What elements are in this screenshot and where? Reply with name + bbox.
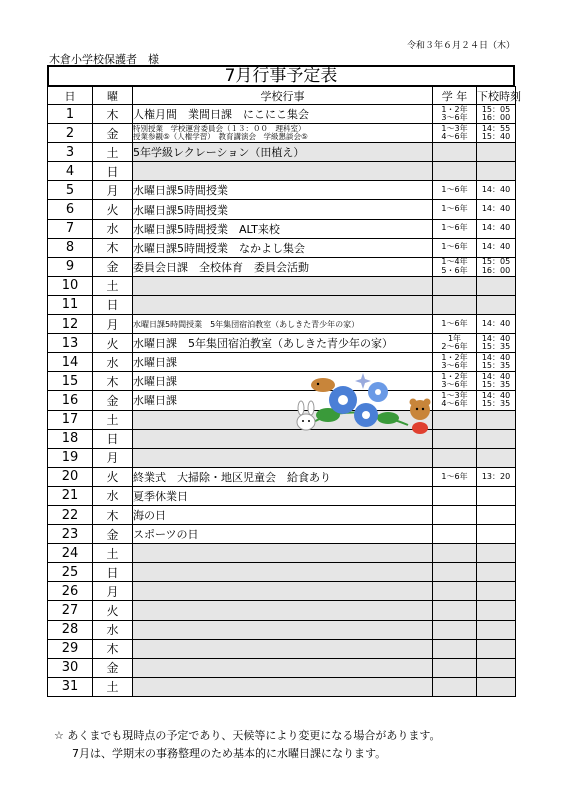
dismissal-time-cell <box>477 124 516 143</box>
day-cell: 19 <box>48 448 93 467</box>
grade-cell <box>433 391 477 410</box>
grade-cell <box>433 143 477 162</box>
day-cell: 16 <box>48 391 93 410</box>
day-cell: 9 <box>48 257 93 276</box>
event-cell: 水曜日課 <box>133 391 433 410</box>
dismissal-time-cell <box>477 238 516 257</box>
grade-cell <box>433 563 477 582</box>
event-cell <box>133 658 433 677</box>
squirrel-icon <box>311 378 335 392</box>
bear-icon <box>410 399 431 435</box>
grade-line: 1・2年 <box>441 104 468 114</box>
table-row <box>48 200 516 219</box>
day-cell: 29 <box>48 639 93 658</box>
time-line: 14：40 <box>481 352 511 362</box>
dismissal-time-cell <box>477 372 516 391</box>
event-cell <box>133 639 433 658</box>
dismissal-time-cell <box>477 391 516 410</box>
table-row <box>48 315 516 334</box>
event-line: 特別授業 学校運営委員会（１３：００ 理科室） <box>133 123 306 133</box>
schedule-table <box>47 86 521 697</box>
dismissal-time-cell <box>477 448 516 467</box>
grade-cell <box>433 582 477 601</box>
sparkle-icon <box>355 373 371 389</box>
event-cell <box>133 276 433 295</box>
rabbit-icon <box>297 401 315 430</box>
dismissal-time-cell <box>477 143 516 162</box>
weekday-cell: 水 <box>93 219 133 238</box>
grade-line: 1～6年 <box>441 185 468 195</box>
day-cell: 13 <box>48 334 93 353</box>
grade-cell <box>433 505 477 524</box>
time-line: 15：05 <box>481 104 511 114</box>
note-2: 7月は、学期末の事務整理のため基本的に水曜日課になります。 <box>72 747 387 760</box>
dismissal-time-cell <box>477 162 516 181</box>
dismissal-time-cell <box>477 257 516 276</box>
day-cell: 3 <box>48 143 93 162</box>
day-cell: 17 <box>48 410 93 429</box>
grade-cell <box>433 372 477 391</box>
weekday-cell: 水 <box>93 486 133 505</box>
day-cell: 10 <box>48 276 93 295</box>
dismissal-time-cell <box>477 677 516 696</box>
day-cell: 22 <box>48 505 93 524</box>
weekday-cell: 月 <box>93 315 133 334</box>
time-line: 15：40 <box>481 132 511 142</box>
grade-cell <box>433 315 477 334</box>
grade-line: 4～6年 <box>441 399 468 409</box>
dismissal-time-cell <box>477 429 516 448</box>
table-row <box>48 448 516 467</box>
event-cell: 水曜日課 5年集団宿泊教室（あしきた青少年の家） <box>133 334 433 353</box>
day-cell: 18 <box>48 429 93 448</box>
header-time: 下校時刻 <box>477 87 516 105</box>
header-event: 学校行事 <box>133 87 433 105</box>
dismissal-time-cell <box>477 181 516 200</box>
time-line: 14：40 <box>481 204 511 214</box>
event-cell: 夏季休業日 <box>133 486 433 505</box>
time-line: 14：40 <box>481 242 511 252</box>
weekday-cell: 土 <box>93 677 133 696</box>
time-line: 15：05 <box>481 257 511 267</box>
weekday-cell: 月 <box>93 181 133 200</box>
table-row <box>48 181 516 200</box>
day-cell: 27 <box>48 601 93 620</box>
weekday-cell: 土 <box>93 544 133 563</box>
dismissal-time-cell <box>477 315 516 334</box>
event-cell <box>133 124 433 143</box>
time-line: 16：00 <box>481 265 511 275</box>
weekday-cell: 金 <box>93 257 133 276</box>
dismissal-time-cell <box>477 486 516 505</box>
day-cell: 31 <box>48 677 93 696</box>
dismissal-time-cell <box>477 200 516 219</box>
dismissal-time-cell <box>477 276 516 295</box>
time-line: 14：40 <box>481 223 511 233</box>
day-cell: 20 <box>48 467 93 486</box>
grade-line: 3～6年 <box>441 113 468 123</box>
event-cell: 海の日 <box>133 505 433 524</box>
dismissal-time-cell <box>477 563 516 582</box>
grade-cell <box>433 238 477 257</box>
weekday-cell: 土 <box>93 276 133 295</box>
grade-line: 1・2年 <box>441 352 468 362</box>
table-header-row <box>48 87 516 105</box>
grade-cell <box>433 467 477 486</box>
event-cell: 水曜日課5時間授業 5年集団宿泊教室（あしきた青少年の家） <box>133 315 433 334</box>
grade-cell <box>433 639 477 658</box>
weekday-cell: 火 <box>93 467 133 486</box>
weekday-cell: 木 <box>93 105 133 124</box>
table-row <box>48 677 516 696</box>
table-row <box>48 257 516 276</box>
dismissal-time-cell <box>477 582 516 601</box>
page-title: 7月行事予定表 <box>47 65 515 87</box>
table-row <box>48 601 516 620</box>
grade-cell <box>433 429 477 448</box>
weekday-cell: 土 <box>93 143 133 162</box>
weekday-cell: 金 <box>93 391 133 410</box>
grade-line: 1～6年 <box>441 204 468 214</box>
grade-cell <box>433 124 477 143</box>
grade-line: 2～6年 <box>441 342 468 352</box>
grade-cell <box>433 544 477 563</box>
dismissal-time-cell <box>477 410 516 429</box>
event-cell: 委員会日課 全校体育 委員会活動 <box>133 257 433 276</box>
weekday-cell: 木 <box>93 238 133 257</box>
table-row <box>48 162 516 181</box>
weekday-cell: 日 <box>93 295 133 314</box>
day-cell: 25 <box>48 563 93 582</box>
table-row <box>48 505 516 524</box>
day-cell: 8 <box>48 238 93 257</box>
table-row <box>48 124 516 143</box>
time-line: 14：40 <box>481 318 511 328</box>
day-cell: 28 <box>48 620 93 639</box>
grade-cell <box>433 353 477 372</box>
table-row <box>48 467 516 486</box>
table-row <box>48 658 516 677</box>
table-row <box>48 334 516 353</box>
event-cell <box>133 563 433 582</box>
day-cell: 12 <box>48 315 93 334</box>
day-cell: 23 <box>48 525 93 544</box>
time-line: 15：35 <box>481 342 511 352</box>
grade-cell <box>433 658 477 677</box>
table-row <box>48 143 516 162</box>
issue-date: 令和３年６月２４日（木） <box>406 41 515 51</box>
grade-cell <box>433 276 477 295</box>
event-cell: 人権月間 業間日課 にこにこ集会 <box>133 105 433 124</box>
grade-cell <box>433 105 477 124</box>
weekday-cell: 水 <box>93 620 133 639</box>
event-cell: 水曜日課5時間授業 <box>133 181 433 200</box>
table-row <box>48 295 516 314</box>
event-cell: 水曜日課5時間授業 なかよし集会 <box>133 238 433 257</box>
event-cell: 水曜日課5時間授業 ALT来校 <box>133 219 433 238</box>
event-cell <box>133 162 433 181</box>
event-cell <box>133 544 433 563</box>
table-row <box>48 353 516 372</box>
event-cell <box>133 620 433 639</box>
weekday-cell: 月 <box>93 582 133 601</box>
time-line: 16：00 <box>481 113 511 123</box>
dismissal-time-cell <box>477 505 516 524</box>
day-cell: 26 <box>48 582 93 601</box>
grade-line: 4～6年 <box>441 132 468 142</box>
table-row <box>48 105 516 124</box>
weekday-cell: 月 <box>93 448 133 467</box>
weekday-cell: 日 <box>93 563 133 582</box>
weekday-cell: 水 <box>93 353 133 372</box>
grade-cell <box>433 486 477 505</box>
morning-glory-animals-illustration <box>288 370 438 440</box>
weekday-cell: 木 <box>93 505 133 524</box>
table-row <box>48 639 516 658</box>
weekday-cell: 木 <box>93 639 133 658</box>
notes <box>54 727 440 763</box>
table-row <box>48 219 516 238</box>
table-row <box>48 429 516 448</box>
event-cell: スポーツの日 <box>133 525 433 544</box>
day-cell: 6 <box>48 200 93 219</box>
grade-cell <box>433 448 477 467</box>
dismissal-time-cell <box>477 334 516 353</box>
dismissal-time-cell <box>477 601 516 620</box>
time-line: 14：40 <box>481 185 511 195</box>
dismissal-time-cell <box>477 525 516 544</box>
table-row <box>48 525 516 544</box>
grade-line: 3～6年 <box>441 361 468 371</box>
grade-cell <box>433 334 477 353</box>
grade-cell <box>433 257 477 276</box>
grade-cell <box>433 601 477 620</box>
grade-cell <box>433 200 477 219</box>
time-line: 14：40 <box>481 333 511 343</box>
grade-line: 1年 <box>447 333 462 343</box>
day-cell: 24 <box>48 544 93 563</box>
table-row <box>48 486 516 505</box>
grade-line: 1～3年 <box>441 390 468 400</box>
note-1: ☆ あくまでも現時点の予定であり、天候等により変更になる場合があります。 <box>54 729 441 742</box>
event-cell <box>133 677 433 696</box>
table-row <box>48 410 516 429</box>
time-line: 14：40 <box>481 371 511 381</box>
day-cell: 14 <box>48 353 93 372</box>
header-dow: 曜 <box>93 87 133 105</box>
time-line: 15：35 <box>481 399 511 409</box>
day-cell: 5 <box>48 181 93 200</box>
event-cell <box>133 295 433 314</box>
weekday-cell: 火 <box>93 601 133 620</box>
grade-line: 5・6年 <box>441 265 468 275</box>
day-cell: 7 <box>48 219 93 238</box>
weekday-cell: 金 <box>93 525 133 544</box>
grade-line: 1・2年 <box>441 371 468 381</box>
dismissal-time-cell <box>477 658 516 677</box>
day-cell: 4 <box>48 162 93 181</box>
grade-line: 1～3年 <box>441 123 468 133</box>
day-cell: 2 <box>48 124 93 143</box>
time-line: 13：20 <box>481 471 511 481</box>
weekday-cell: 火 <box>93 334 133 353</box>
event-cell <box>133 601 433 620</box>
header-grade: 学 年 <box>433 87 477 105</box>
table-row <box>48 620 516 639</box>
header-day: 日 <box>48 87 93 105</box>
time-line: 14：40 <box>481 390 511 400</box>
event-cell: 水曜日課5時間授業 <box>133 200 433 219</box>
event-line: 授業参観⑤（人権学習） 教育講演会 学級懇談会⑤ <box>133 132 308 142</box>
grade-line: 1～4年 <box>441 257 468 267</box>
grade-cell <box>433 677 477 696</box>
weekday-cell: 木 <box>93 372 133 391</box>
event-cell <box>133 448 433 467</box>
weekday-cell: 火 <box>93 200 133 219</box>
day-cell: 1 <box>48 105 93 124</box>
grade-cell <box>433 410 477 429</box>
dismissal-time-cell <box>477 353 516 372</box>
day-cell: 11 <box>48 295 93 314</box>
time-line: 15：35 <box>481 361 511 371</box>
grade-line: 1～6年 <box>441 242 468 252</box>
weekday-cell: 日 <box>93 162 133 181</box>
event-cell: 終業式 大掃除・地区児童会 給食あり <box>133 467 433 486</box>
event-cell <box>133 582 433 601</box>
weekday-cell: 日 <box>93 429 133 448</box>
event-cell: 水曜日課 <box>133 372 433 391</box>
grade-line: 3～6年 <box>441 380 468 390</box>
grade-cell <box>433 620 477 639</box>
table-row <box>48 276 516 295</box>
event-cell: 水曜日課 <box>133 353 433 372</box>
dismissal-time-cell <box>477 219 516 238</box>
weekday-cell: 金 <box>93 124 133 143</box>
table-row <box>48 391 516 410</box>
grade-cell <box>433 295 477 314</box>
grade-line: 1～6年 <box>441 318 468 328</box>
day-cell: 30 <box>48 658 93 677</box>
weekday-cell: 金 <box>93 658 133 677</box>
dismissal-time-cell <box>477 467 516 486</box>
time-line: 15：35 <box>481 380 511 390</box>
addressee: 木倉小学校保護者 様 <box>49 53 159 66</box>
grade-cell <box>433 219 477 238</box>
grade-line: 1～6年 <box>441 223 468 233</box>
grade-cell <box>433 181 477 200</box>
weekday-cell: 土 <box>93 410 133 429</box>
dismissal-time-cell <box>477 544 516 563</box>
grade-line: 1～6年 <box>441 471 468 481</box>
table-row <box>48 582 516 601</box>
dismissal-time-cell <box>477 105 516 124</box>
grade-cell <box>433 525 477 544</box>
table-row <box>48 238 516 257</box>
dismissal-time-cell <box>477 620 516 639</box>
dismissal-time-cell <box>477 295 516 314</box>
event-cell: 5年学級レクレーション（田植え） <box>133 143 433 162</box>
table-row <box>48 563 516 582</box>
day-cell: 15 <box>48 372 93 391</box>
grade-cell <box>433 162 477 181</box>
day-cell: 21 <box>48 486 93 505</box>
table-row <box>48 544 516 563</box>
time-line: 14：55 <box>481 123 511 133</box>
table-row <box>48 372 516 391</box>
dismissal-time-cell <box>477 639 516 658</box>
